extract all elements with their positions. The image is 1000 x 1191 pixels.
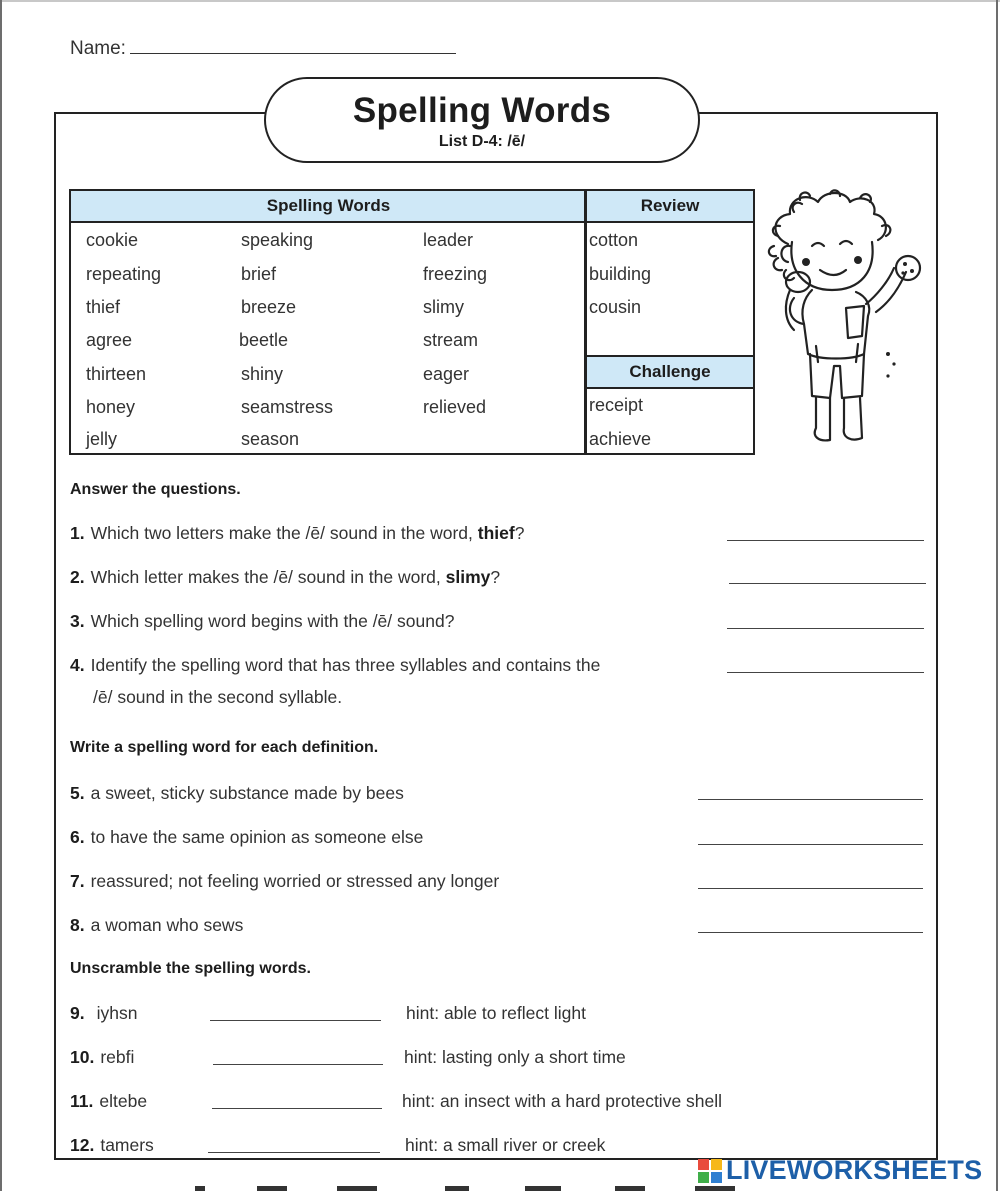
question-text: Which spelling word begins with the /ē/ sound?: [90, 611, 455, 631]
word-cell: jelly: [86, 429, 118, 449]
answer-line[interactable]: [212, 1108, 382, 1109]
challenge-header: Challenge: [587, 355, 753, 389]
word-cell: relieved: [423, 397, 487, 417]
page-edge: [0, 0, 2, 1191]
scrambled-word: rebfi: [100, 1047, 135, 1067]
review-header: Review: [587, 191, 753, 223]
question-text: Which two letters make the /ē/ sound in the word,: [90, 523, 478, 543]
review-word: cousin: [589, 297, 642, 317]
question-number: 5.: [70, 783, 85, 803]
name-field: [70, 38, 456, 60]
name-blank[interactable]: [130, 39, 456, 54]
question-1: [70, 523, 524, 544]
answer-line[interactable]: [698, 932, 923, 933]
word-cell: freezing: [423, 264, 488, 284]
definition-8: [70, 915, 243, 936]
question-4: [70, 655, 600, 676]
word-cell: brief: [241, 264, 277, 284]
question-number: 7.: [70, 871, 85, 891]
answer-line[interactable]: [208, 1152, 380, 1153]
spelling-words-header: Spelling Words: [71, 191, 586, 223]
question-text: Identify the spelling word that has three syllables and contains the: [90, 655, 601, 675]
answer-line[interactable]: [698, 844, 923, 845]
answer-line[interactable]: [729, 583, 926, 584]
word-cell: eager: [423, 364, 470, 384]
word-cell: speaking: [241, 230, 314, 250]
definition-5: [70, 783, 404, 804]
challenge-word: receipt: [589, 395, 644, 415]
section-heading-questions: Answer the questions.: [70, 481, 241, 498]
definition-text: to have the same opinion as someone else: [90, 827, 424, 847]
question-number: 1.: [70, 523, 85, 543]
review-word: cotton: [589, 230, 639, 250]
question-3: [70, 611, 454, 632]
hint-text: hint: able to reflect light: [406, 1003, 586, 1023]
question-bold-word: thief: [477, 523, 515, 543]
definition-text: reassured; not feeling worried or stressed any longer: [90, 871, 500, 891]
word-cell: cookie: [86, 230, 139, 250]
answer-line[interactable]: [213, 1064, 383, 1065]
word-cell: shiny: [241, 364, 284, 384]
answer-line[interactable]: [727, 628, 924, 629]
page-edge: [996, 0, 998, 1191]
challenge-word: achieve: [589, 429, 652, 449]
word-cell: leader: [423, 230, 474, 250]
definition-7: [70, 871, 499, 892]
kid-eating-cookie-illustration: [760, 186, 930, 461]
word-cell: breeze: [241, 297, 297, 317]
definition-text: a sweet, sticky substance made by bees: [90, 783, 404, 803]
question-bold-word: slimy: [445, 567, 491, 587]
hint-text: hint: lasting only a short time: [404, 1047, 626, 1067]
question-number: 8.: [70, 915, 85, 935]
question-text-end: ?: [490, 567, 501, 587]
scramble-10: [70, 1047, 134, 1068]
word-cell: thirteen: [86, 364, 147, 384]
list-subtitle: List D-4: /ē/: [438, 133, 526, 150]
question-number: 10.: [70, 1047, 95, 1067]
review-word: building: [589, 264, 652, 284]
table-divider: [584, 191, 587, 453]
answer-line[interactable]: [727, 540, 924, 541]
liveworksheets-badge-icon: [698, 1159, 722, 1183]
word-cell: beetle: [239, 330, 289, 350]
word-cell: season: [241, 429, 300, 449]
word-cell: agree: [86, 330, 133, 350]
section-heading-definitions: Write a spelling word for each definition.: [70, 739, 379, 756]
spelling-word-table: [69, 189, 755, 455]
title-banner: [264, 77, 700, 163]
word-cell: thief: [86, 297, 121, 317]
scramble-9: [70, 1003, 137, 1024]
cut-off-footer-text: [195, 1183, 755, 1191]
question-2: [70, 567, 500, 588]
scramble-11: [70, 1091, 147, 1112]
scrambled-word: iyhsn: [96, 1003, 138, 1023]
question-text-end: ?: [514, 523, 525, 543]
liveworksheets-logo: LIVEWORKSHEETS: [726, 1155, 983, 1185]
question-number: 9.: [70, 1003, 85, 1023]
page-edge: [0, 0, 1000, 2]
word-cell: stream: [423, 330, 479, 350]
word-cell: repeating: [86, 264, 162, 284]
question-number: 6.: [70, 827, 85, 847]
word-cell: slimy: [423, 297, 464, 317]
word-cell: honey: [86, 397, 136, 417]
question-number: 2.: [70, 567, 85, 587]
section-heading-unscramble: Unscramble the spelling words.: [70, 960, 311, 977]
answer-line[interactable]: [698, 799, 923, 800]
definition-6: [70, 827, 423, 848]
question-4-continued: /ē/ sound in the second syllable.: [93, 687, 343, 707]
answer-line[interactable]: [698, 888, 923, 889]
scramble-12: [70, 1135, 154, 1156]
answer-line[interactable]: [727, 672, 924, 673]
answer-line[interactable]: [210, 1020, 381, 1021]
hint-text: hint: an insect with a hard protective shell: [402, 1091, 723, 1111]
hint-text: hint: a small river or creek: [405, 1135, 606, 1155]
word-cell: seamstress: [241, 397, 334, 417]
question-number: 4.: [70, 655, 85, 675]
name-label: Name:: [70, 38, 126, 59]
question-number: 12.: [70, 1135, 95, 1155]
question-number: 11.: [70, 1091, 94, 1111]
scrambled-word: eltebe: [99, 1091, 148, 1111]
scrambled-word: tamers: [100, 1135, 154, 1155]
definition-text: a woman who sews: [90, 915, 244, 935]
question-number: 3.: [70, 611, 85, 631]
page-title: Spelling Words: [352, 91, 612, 130]
question-text: Which letter makes the /ē/ sound in the word,: [90, 567, 446, 587]
